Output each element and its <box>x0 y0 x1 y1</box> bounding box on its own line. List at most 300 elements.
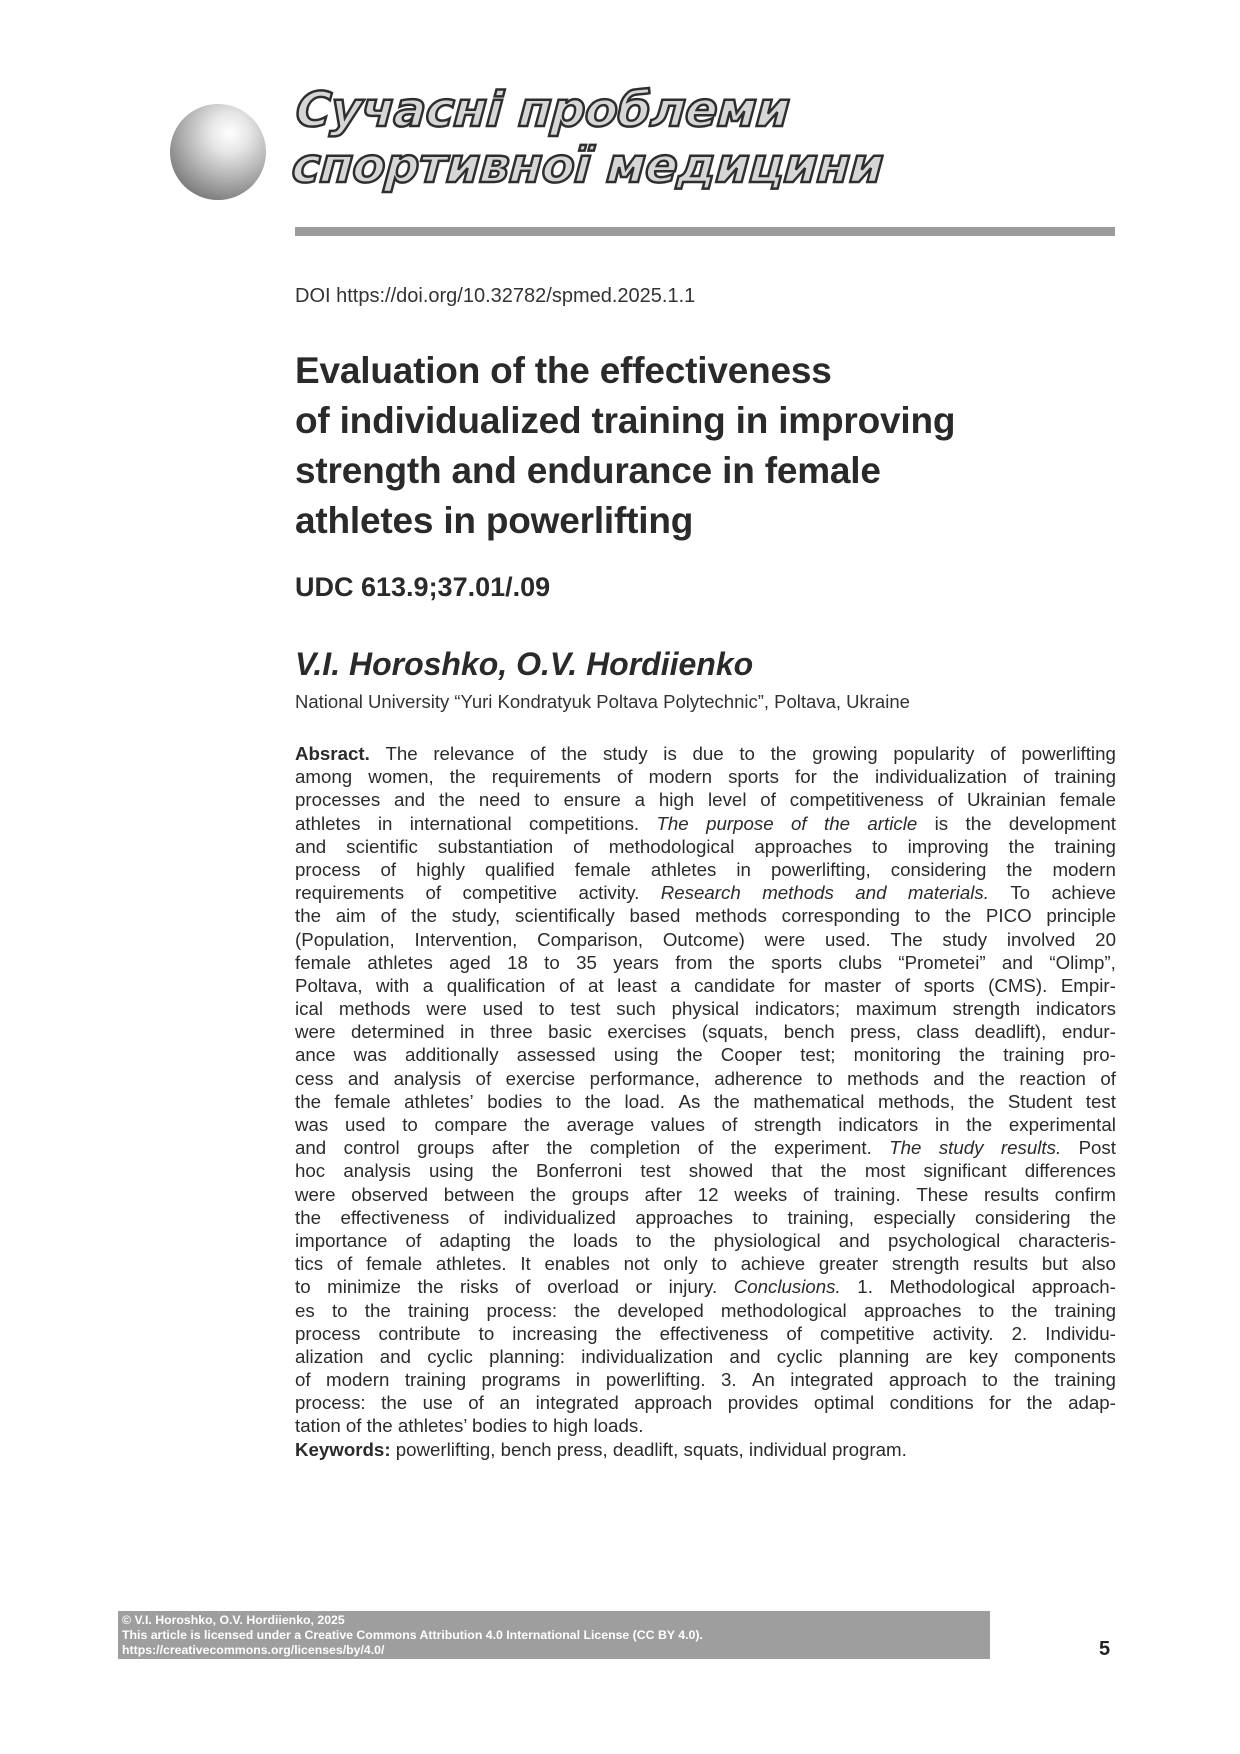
abstract-word: of <box>336 1253 353 1275</box>
abstract-word: Methodological <box>889 1276 1016 1298</box>
abstract-word: at <box>588 974 604 996</box>
abstract-word: cyclic <box>776 1345 823 1367</box>
abstract-word: not <box>623 1253 650 1275</box>
abstract-word: an <box>499 1392 521 1414</box>
abstract-word: that <box>771 1160 803 1182</box>
abstract-word: the <box>1089 1206 1116 1228</box>
title-line: strength and endurance in female <box>295 450 881 491</box>
abstract-word: the <box>381 1392 408 1414</box>
abstract-word: importance <box>295 1229 388 1251</box>
abstract-word: the <box>523 1114 550 1135</box>
abstract-word: effectiveness <box>340 1206 450 1228</box>
abstract-word: growing <box>812 743 878 764</box>
abstract-italic-word: The <box>889 1137 922 1159</box>
abstract-word: physiological <box>713 1229 821 1251</box>
abstract-word: of <box>515 1276 531 1298</box>
abstract-word: scientific <box>346 835 418 857</box>
abstract-word: training, <box>787 1206 854 1228</box>
abstract-word: approach- <box>1031 1276 1116 1298</box>
abstract-word: provides <box>727 1392 799 1414</box>
abstract-word: to <box>478 1322 495 1344</box>
abstract-word: showed <box>688 1160 754 1182</box>
abstract-word: such <box>616 998 656 1020</box>
abstract-line <box>295 858 1116 881</box>
abstract-line <box>295 835 1116 858</box>
abstract-word: integrated <box>535 1392 619 1414</box>
abstract-word: approaches <box>863 1299 962 1321</box>
abstract-word: the <box>968 1090 995 1112</box>
authors: V.I. Horoshko, O.V. Hordiienko <box>295 646 754 682</box>
abstract-word: level <box>708 789 747 811</box>
abstract-word: and <box>295 1137 327 1159</box>
abstract-line <box>295 1113 1116 1136</box>
abstract-word: load. <box>624 1090 665 1112</box>
abstract-word: The <box>890 928 923 950</box>
abstract-word: the <box>730 1137 757 1159</box>
abstract-word: monitoring <box>853 1044 941 1066</box>
abstract-word: of <box>405 1229 422 1251</box>
abstract-word: significant <box>923 1160 1007 1182</box>
abstract-word: to <box>872 835 888 857</box>
abstract-word: in <box>736 858 751 880</box>
abstract-word: indicators <box>838 1114 919 1135</box>
abstract-word: indicators <box>1035 998 1116 1020</box>
abstract-word: Comparison, <box>537 928 644 950</box>
abstract-line <box>295 951 1116 974</box>
abstract-word: scientifically <box>515 905 615 927</box>
abstract-word: the <box>832 766 859 788</box>
abstract-word: strength <box>952 998 1021 1020</box>
abstract-word: to <box>555 1090 572 1112</box>
abstract-line <box>295 788 1116 811</box>
abstract-line <box>295 1090 1116 1113</box>
abstract-word: in <box>575 1369 591 1391</box>
abstract-word: Outcome) <box>662 928 745 950</box>
abstract-word: methodological <box>720 1299 847 1321</box>
abstract-word: cess <box>295 1067 334 1089</box>
journal-title-line2: спортивної медицини <box>290 138 885 194</box>
abstract-word: aged <box>449 951 491 973</box>
abstract-word: process <box>295 858 361 880</box>
abstract-word: using <box>613 1044 659 1066</box>
abstract-word: or <box>635 1276 653 1298</box>
abstract-word: groups <box>571 1183 629 1205</box>
abstract-word: of <box>786 1322 802 1344</box>
abstract-word: approaches <box>754 835 853 857</box>
abstract-word: “Olimp”, <box>1049 951 1116 973</box>
abstract-word: the <box>295 1206 321 1228</box>
abstract-line <box>295 1229 1116 1252</box>
abstract-word: injury. <box>668 1276 718 1298</box>
abstract-word: of <box>468 1392 484 1414</box>
abstract-word: class <box>916 1021 960 1043</box>
abstract-word: minimize <box>327 1276 401 1298</box>
abstract-word: used <box>344 1114 386 1135</box>
abstract-word: powerlifting <box>1021 743 1116 764</box>
abstract-line <box>295 881 1116 904</box>
abstract-word: and <box>295 835 327 857</box>
abstract-word: 3. <box>721 1369 737 1391</box>
abstract-word: cyclic <box>427 1345 473 1367</box>
abstract-word: the <box>615 1322 642 1344</box>
abstract-italic-word: results. <box>1000 1137 1062 1159</box>
abstract-word: requirements <box>491 766 601 788</box>
abstract-word: methods <box>338 998 411 1020</box>
header-rule <box>295 227 1115 236</box>
title-line: athletes in powerlifting <box>295 500 694 541</box>
abstract-word: processes <box>295 789 381 811</box>
abstract-word: to <box>402 1114 418 1135</box>
abstract-line <box>295 974 1116 997</box>
abstract-word: ical <box>295 998 324 1020</box>
doi-link[interactable]: DOI https://doi.org/10.32782/spmed.2025.1.1 <box>295 285 696 307</box>
abstract-word: from <box>675 951 713 973</box>
abstract-word: effectiveness <box>659 1322 769 1344</box>
abstract-word: developed <box>617 1299 704 1321</box>
abstract-word: of <box>573 835 589 857</box>
abstract-word: and <box>379 1345 411 1367</box>
abstract-word: to <box>534 789 550 811</box>
abstract-line <box>295 1206 1116 1229</box>
abstract-word: requirements <box>295 882 405 904</box>
abstract-italic-word: the <box>824 812 850 834</box>
abstract-word: need <box>478 789 521 811</box>
abstract-italic-word: The <box>656 812 689 834</box>
abstract-word: endur- <box>1061 1021 1116 1043</box>
abstract-line <box>295 1414 1116 1437</box>
abstract-word: to <box>538 998 555 1020</box>
abstract-word: competitive <box>820 1322 915 1344</box>
abstract-word: female <box>574 858 631 880</box>
abstract-word: of <box>802 1183 819 1205</box>
abstract-word: improving <box>907 835 989 857</box>
abstract-word: used. <box>824 928 871 950</box>
abstract-word: individualization <box>874 766 1007 788</box>
abstract-word: use <box>422 1392 453 1414</box>
abstract-word: the <box>820 1160 847 1182</box>
abstract-word: of <box>530 743 546 764</box>
abstract-word: deadlift), <box>974 1021 1047 1043</box>
abstract-word: powerlifting, <box>771 858 871 880</box>
abstract-word: greater <box>818 1253 879 1275</box>
abstract-word: training. <box>834 1183 901 1205</box>
abstract-line <box>295 1368 1116 1391</box>
abstract-word: approach <box>634 1392 713 1414</box>
abstract-word: determined <box>351 1021 445 1043</box>
abstract-word: study, <box>451 905 501 927</box>
abstract-word: the <box>1008 835 1035 857</box>
abstract-italic-word: Research <box>660 882 741 904</box>
abstract-word: to <box>978 1299 995 1321</box>
abstract-word: qualification <box>446 974 546 996</box>
abstract-word: and <box>1001 951 1034 973</box>
abstract-word: the <box>1006 858 1033 880</box>
abstract-line <box>295 1322 1116 1345</box>
abstract-word: to <box>752 1206 769 1228</box>
abstract-word: es <box>295 1299 315 1321</box>
abstract-word: optimal <box>813 1392 875 1414</box>
abstract-word: performance, <box>589 1067 700 1089</box>
abstract-word: modern <box>326 1369 390 1391</box>
abstract-word: after <box>644 1183 683 1205</box>
abstract-word: 1. <box>857 1276 873 1298</box>
abstract-word: Ukrainian <box>966 789 1046 811</box>
abstract-word: in <box>934 1114 950 1135</box>
abstract-italic-word: study <box>938 1137 984 1159</box>
abstract-word: training <box>404 1369 467 1391</box>
abstract-word: qualified <box>485 858 555 880</box>
abstract-word: athletes. <box>435 1253 507 1275</box>
abstract-word: training <box>1054 1369 1116 1391</box>
abstract-word: process <box>295 1322 361 1344</box>
abstract-word: contribute <box>378 1322 461 1344</box>
abstract-word: athletes <box>650 858 717 880</box>
license-url[interactable]: https://creativecommons.org/licenses/by/4.0/ <box>122 1643 385 1657</box>
abstract-line <box>295 742 1116 765</box>
abstract-word: planning: <box>489 1345 565 1367</box>
abstract-word: training <box>1054 835 1116 857</box>
abstract-word: to <box>914 905 931 927</box>
abstract-line <box>295 1391 1116 1414</box>
abstract-word: results <box>973 1253 1029 1275</box>
abstract-word: of <box>1023 766 1039 788</box>
abstract-word: the <box>966 1114 993 1135</box>
abstract-italic-word: purpose <box>706 812 774 834</box>
abstract-word: is <box>663 743 677 764</box>
abstract-word: of <box>425 882 442 904</box>
abstract-word: highly <box>416 858 465 880</box>
abstract-word: training <box>1054 766 1116 788</box>
abstract-word: study <box>942 928 988 950</box>
abstract-word: experimental <box>1008 1114 1116 1135</box>
abstract-word: As <box>678 1090 701 1112</box>
abstract-word: Individu- <box>1045 1322 1116 1344</box>
abstract-italic-word: and <box>855 882 887 904</box>
abstract-word: additionally <box>405 1044 499 1066</box>
abstract-word: after <box>491 1137 530 1159</box>
abstract-word: to <box>982 1369 998 1391</box>
abstract-word: average <box>566 1114 635 1135</box>
abstract-word: the <box>1026 1392 1053 1414</box>
abstract-word: among <box>295 766 353 788</box>
abstract-word: components <box>1014 1345 1116 1367</box>
abstract-line <box>295 1067 1116 1090</box>
abstract-word: (Population, <box>295 928 395 950</box>
page-number: 5 <box>1099 1638 1111 1660</box>
abstract-word: completion <box>589 1137 681 1159</box>
abstract-word: based <box>629 905 681 927</box>
abstract-word: principle <box>1046 905 1116 927</box>
abstract-word: conditions <box>889 1392 974 1414</box>
abstract-word: the <box>491 1160 518 1182</box>
abstract-word: female <box>334 1090 391 1112</box>
abstract-word: analysis <box>343 1160 411 1182</box>
abstract-word: especially <box>873 1206 956 1228</box>
abstract-word: training <box>1003 1044 1065 1066</box>
abstract-word: international <box>409 812 512 834</box>
abstract-word: corresponding <box>781 905 901 927</box>
abstract-line <box>295 1159 1116 1182</box>
abstract-word: weeks <box>734 1183 788 1205</box>
abstract-word: exercises <box>607 1021 687 1043</box>
abstract-word: characteris- <box>1018 1229 1116 1251</box>
abstract-word: bodies <box>487 1090 543 1112</box>
abstract-word: Cooper <box>720 1044 783 1066</box>
abstract-word: 2. <box>1011 1322 1028 1344</box>
abstract-word: the <box>1011 1299 1038 1321</box>
abstract-word: An <box>752 1369 775 1391</box>
affiliation: National University “Yuri Kondratyuk Poltava Polytechnic”, Poltava, Ukraine <box>295 691 910 712</box>
abstract-word: modern <box>1052 858 1116 880</box>
abstract-word: of <box>894 974 911 996</box>
abstract-word: modern <box>648 766 712 788</box>
abstract-word: to <box>817 1067 833 1089</box>
abstract-word: sports <box>771 951 823 973</box>
abstract-word: the <box>439 789 465 811</box>
abstract-word: PICO <box>985 905 1032 927</box>
abstract-word: groups <box>417 1137 475 1159</box>
abstract-word: adapting <box>439 1229 511 1251</box>
abstract-word: used <box>482 998 524 1020</box>
abstract-line <box>295 997 1116 1020</box>
abstract-word: integrated <box>790 1369 874 1391</box>
abstract-word: in <box>377 812 393 834</box>
abstract-word: of <box>295 1369 311 1391</box>
abstract-word: were <box>295 1021 336 1043</box>
abstract-word: of <box>1100 1067 1116 1089</box>
abstract-word: women, <box>368 766 434 788</box>
article-title <box>295 346 1115 546</box>
abstract-word: popularity <box>893 743 975 764</box>
abstract-word: test <box>640 1160 671 1182</box>
abstract-word: control <box>343 1137 400 1159</box>
abstract-word: bench <box>783 1021 835 1043</box>
abstract-word: of <box>760 789 776 811</box>
abstract-word: press, <box>850 1021 902 1043</box>
abstract-word: Empir- <box>1060 974 1116 996</box>
abstract-word: involved <box>1006 928 1076 950</box>
abstract-italic-word: article <box>867 812 918 834</box>
abstract-word: individualization <box>581 1345 714 1367</box>
abstract-word: confirm <box>1054 1183 1116 1205</box>
abstract-word: was <box>295 1114 329 1135</box>
abstract-word: considering <box>974 1206 1071 1228</box>
abstract-line <box>295 1438 1116 1461</box>
abstract-word: three <box>490 1021 533 1043</box>
abstract-word: adherence <box>714 1067 803 1089</box>
abstract-word: years <box>613 951 659 973</box>
abstract-word: of <box>468 1206 485 1228</box>
abstract-bold-word: Absract. <box>295 743 370 764</box>
abstract-word: high <box>658 789 695 811</box>
abstract-word: female <box>295 951 352 973</box>
abstract-word: the <box>530 1183 557 1205</box>
title-line: Evaluation of the effectiveness <box>295 350 832 391</box>
abstract-word: for <box>795 766 817 788</box>
abstract-word: the <box>669 1229 696 1251</box>
abstract-word: and <box>347 1067 380 1089</box>
abstract-word: were <box>295 1183 336 1205</box>
abstract-line <box>295 1345 1116 1368</box>
abstract-word: the <box>978 1067 1005 1089</box>
abstract-word: (squats, <box>701 1021 769 1043</box>
abstract-word: the <box>561 743 588 764</box>
abstract-word: to <box>331 1299 348 1321</box>
abstract-word: the <box>676 1044 703 1066</box>
abstract-word: with <box>376 974 410 996</box>
abstract-word: and <box>933 1067 965 1089</box>
abstract-word: between <box>443 1183 515 1205</box>
abstract-word: compare <box>434 1114 508 1135</box>
abstract-word: ensure <box>563 789 621 811</box>
abstract-word: methodological <box>608 835 735 857</box>
abstract-word: Poltava, <box>295 974 363 996</box>
abstract-word: sports <box>728 766 779 788</box>
abstract-word: risks <box>460 1276 499 1298</box>
abstract-word: process: <box>295 1392 366 1414</box>
abstract-word: substantiation <box>437 835 554 857</box>
abstract-word: observed <box>351 1183 429 1205</box>
udc-code: UDC 613.9;37.01/.09 <box>295 572 551 602</box>
abstract-word: exercise <box>505 1067 576 1089</box>
abstract-word: to <box>635 1229 652 1251</box>
abstract-word: master <box>823 974 882 996</box>
journal-logo-sphere <box>170 104 266 200</box>
journal-title-line1: Сучасні проблеми <box>294 82 792 138</box>
abstract-word: test <box>1085 1090 1116 1112</box>
abstract-word: of <box>558 974 575 996</box>
abstract-word: the <box>584 1090 611 1112</box>
abstract-word: increasing <box>512 1322 598 1344</box>
abstract-word: Student <box>1007 1090 1073 1112</box>
title-line: of individualized training in improving <box>295 400 956 441</box>
copyright-line: © V.I. Horoshko, O.V. Hordiienko, 2025 <box>122 1613 345 1627</box>
abstract-word: 35 <box>576 951 597 973</box>
abstract-word: overload <box>547 1276 619 1298</box>
abstract-word: development <box>1008 812 1116 834</box>
abstract-text: powerlifting, bench press, deadlift, squats, individual program. <box>390 1438 907 1460</box>
abstract-word: the <box>295 1090 321 1112</box>
abstract-word: for <box>989 1392 1012 1414</box>
abstract-word: of <box>616 766 633 788</box>
abstract-word: methods <box>695 905 767 927</box>
abstract-word: the <box>364 1299 391 1321</box>
abstract-word: athletes <box>367 951 433 973</box>
abstract-word: sports <box>923 974 975 996</box>
abstract-word: reaction <box>1019 1067 1086 1089</box>
abstract-word: was <box>353 1044 387 1066</box>
abstract-word: pro- <box>1082 1044 1116 1066</box>
abstract-word: due <box>692 743 724 764</box>
abstract-word: maximum <box>855 998 937 1020</box>
abstract-word: competitive <box>462 882 558 904</box>
license-box <box>118 1611 990 1659</box>
abstract-word: 12 <box>697 1183 719 1205</box>
license-line: This article is licensed under a Creative Commons Attribution 4.0 International License (CC BY 4.0). <box>122 1628 703 1642</box>
abstract <box>295 742 1116 1461</box>
abstract-word: the <box>449 766 476 788</box>
abstract-word: experiment. <box>774 1137 872 1159</box>
abstract-word: in <box>460 1021 475 1043</box>
abstract-word: a <box>634 789 646 811</box>
abstract-word: achieve <box>1051 882 1116 904</box>
abstract-word: competitiveness <box>789 789 924 811</box>
abstract-word: athletes’ <box>404 1090 474 1112</box>
abstract-word: considering <box>890 858 987 880</box>
abstract-word: psychological <box>888 1229 1001 1251</box>
abstract-word: the <box>965 812 992 834</box>
abstract-word: individualized <box>503 1206 616 1228</box>
